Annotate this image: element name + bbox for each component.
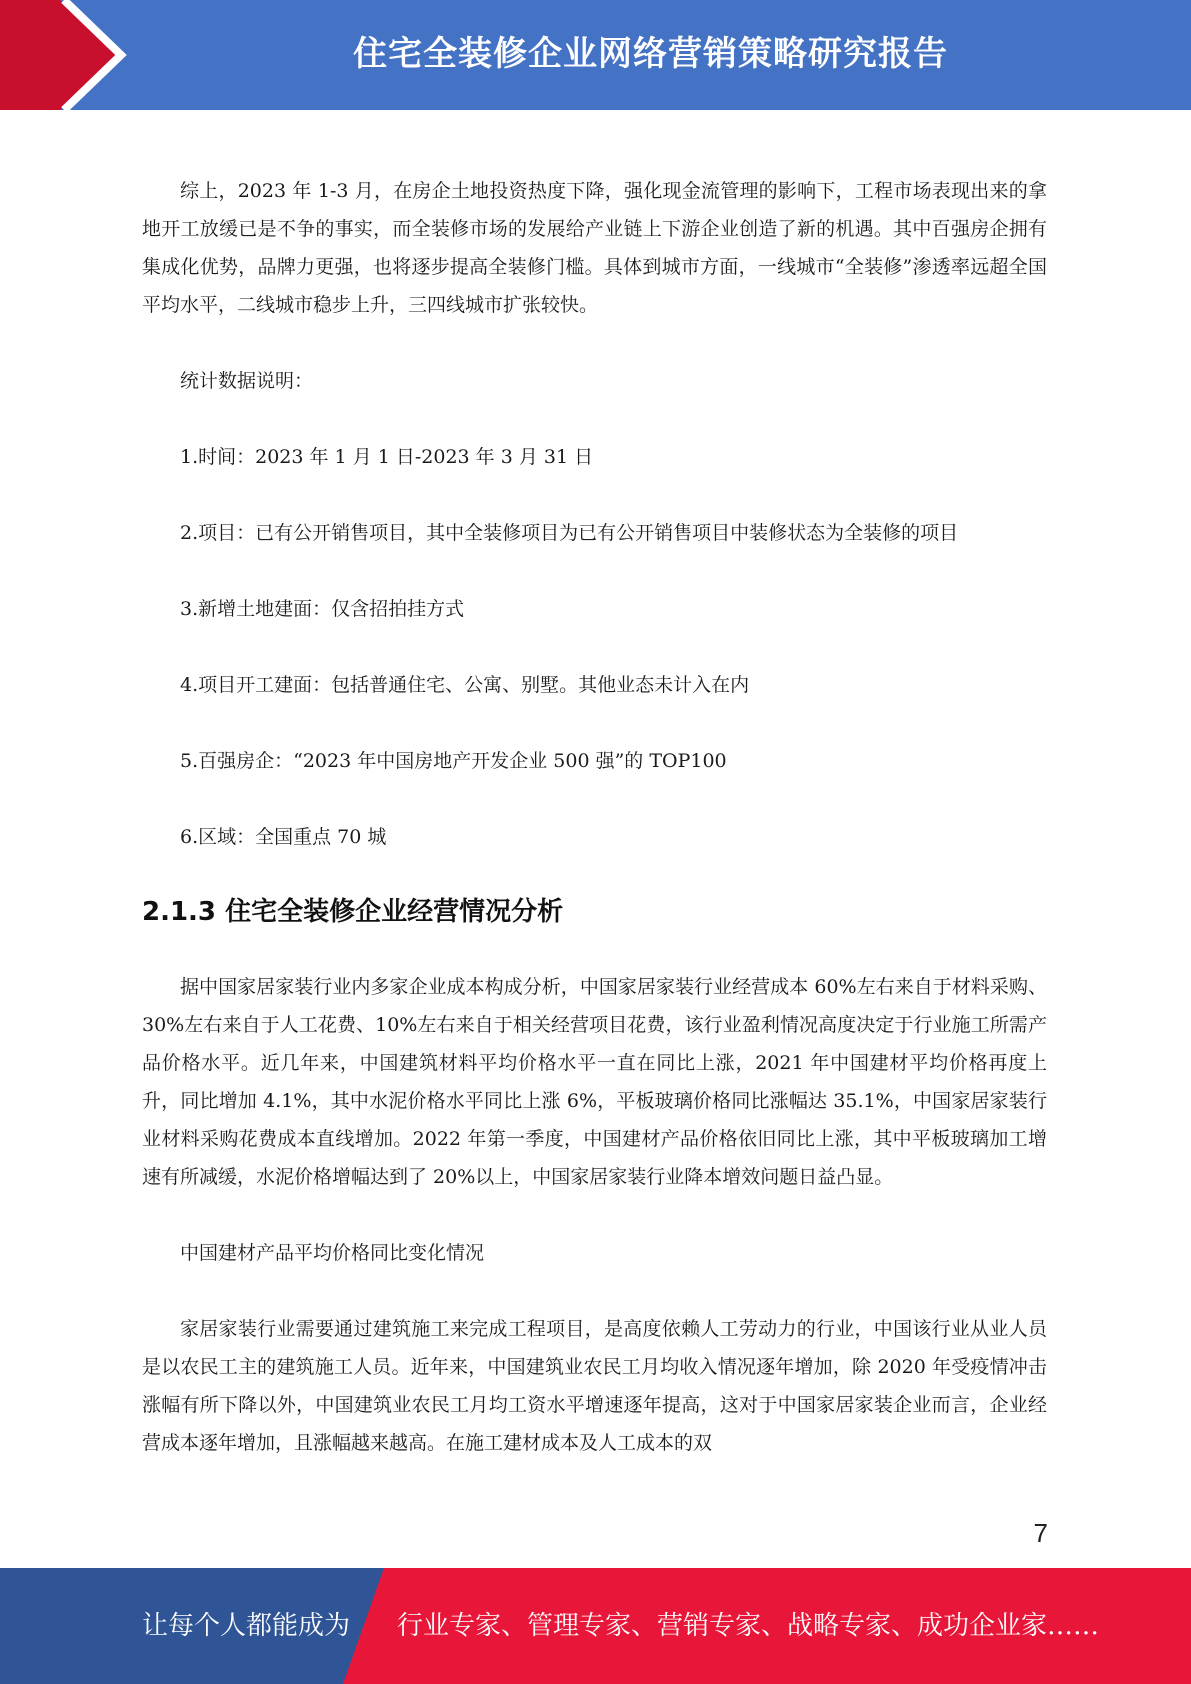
stats-item: 3.新增土地建面：仅含招拍挂方式 bbox=[180, 598, 465, 620]
stats-item: 5.百强房企：“2023 年中国房地产开发企业 500 强”的 TOP100 bbox=[180, 750, 727, 772]
stats-item: 4.项目开工建面：包括普通住宅、公寓、别墅。其他业态未计入在内 bbox=[180, 674, 750, 696]
figure-caption: 中国建材产品平均价格同比变化情况 bbox=[180, 1242, 485, 1264]
intro-paragraph: 综上，2023 年 1-3 月，在房企土地投资热度下降，强化现金流管理的影响下，工程市场表现出来的拿地开工放缓已是不争的事实，而全装修市场的发展给产业链上下游企业创造了新的机遇。其中百强房企拥有集成化优势，品牌力更强，也将逐步提高全装修门槛。具体到城市方面，一线城市“全装修”渗透率远超全国平均水平，二线城市稳步上升，三四线城市扩张较快。 bbox=[142, 180, 1047, 316]
footer-slogan-left: 让每个人都能成为 bbox=[142, 1611, 351, 1641]
stats-item: 2.项目：已有公开销售项目，其中全装修项目为已有公开销售项目中装修状态为全装修的项目 bbox=[180, 522, 959, 544]
stats-item: 6.区域：全国重点 70 城 bbox=[180, 826, 387, 848]
header-chevron-icon bbox=[0, 0, 160, 110]
section-paragraph: 家居家装行业需要通过建筑施工来完成工程项目，是高度依赖人工劳动力的行业，中国该行业从业人员是以农民工主的建筑施工人员。近年来，中国建筑业农民工月均收入情况逐年增加，除 2020 年受疫情冲击涨幅有所下降以外，中国建筑业农民工月均工资水平增速逐年提高，这对于中国家居家装企业而言，企业经营成本逐年增加，且涨幅越来越高。在施工建材成本及人工成本的双 bbox=[142, 1318, 1047, 1454]
report-title: 住宅全装修企业网络营销策略研究报告 bbox=[353, 34, 948, 74]
report-header bbox=[0, 0, 1191, 110]
footer-slogan-right: 行业专家、管理专家、营销专家、战略专家、成功企业家…… bbox=[397, 1611, 1100, 1641]
section-paragraph: 据中国家居家装行业内多家企业成本构成分析，中国家居家装行业经营成本 60%左右来自于材料采购、30%左右来自于人工花费、10%左右来自于相关经营项目花费，该行业盈利情况高度决定于行业施工所需产品价格水平。近几年来，中国建筑材料平均价格水平一直在同比上涨，2021 年中国建材平均价格再度上升，同比增加 4.1%，其中水泥价格水平同比上涨 6%，平板玻璃价格同比涨幅达 35.1%，中国家居家装行业材料采购花费成本直线增加。2022 年第一季度，中国建材产品价格依旧同比上涨，其中平板玻璃加工增速有所减缓，水泥价格增幅达到了 20%以上，中国家居家装行业降本增效问题日益凸显。 bbox=[142, 976, 1047, 1188]
page-content bbox=[142, 172, 1047, 1462]
page-number: 7 bbox=[1033, 1518, 1048, 1548]
stats-title: 统计数据说明： bbox=[180, 370, 314, 392]
stats-item: 1.时间：2023 年 1 月 1 日-2023 年 3 月 31 日 bbox=[180, 446, 594, 468]
report-footer bbox=[0, 1568, 1191, 1684]
section-heading: 2.1.3 住宅全装修企业经营情况分析 bbox=[142, 897, 564, 927]
